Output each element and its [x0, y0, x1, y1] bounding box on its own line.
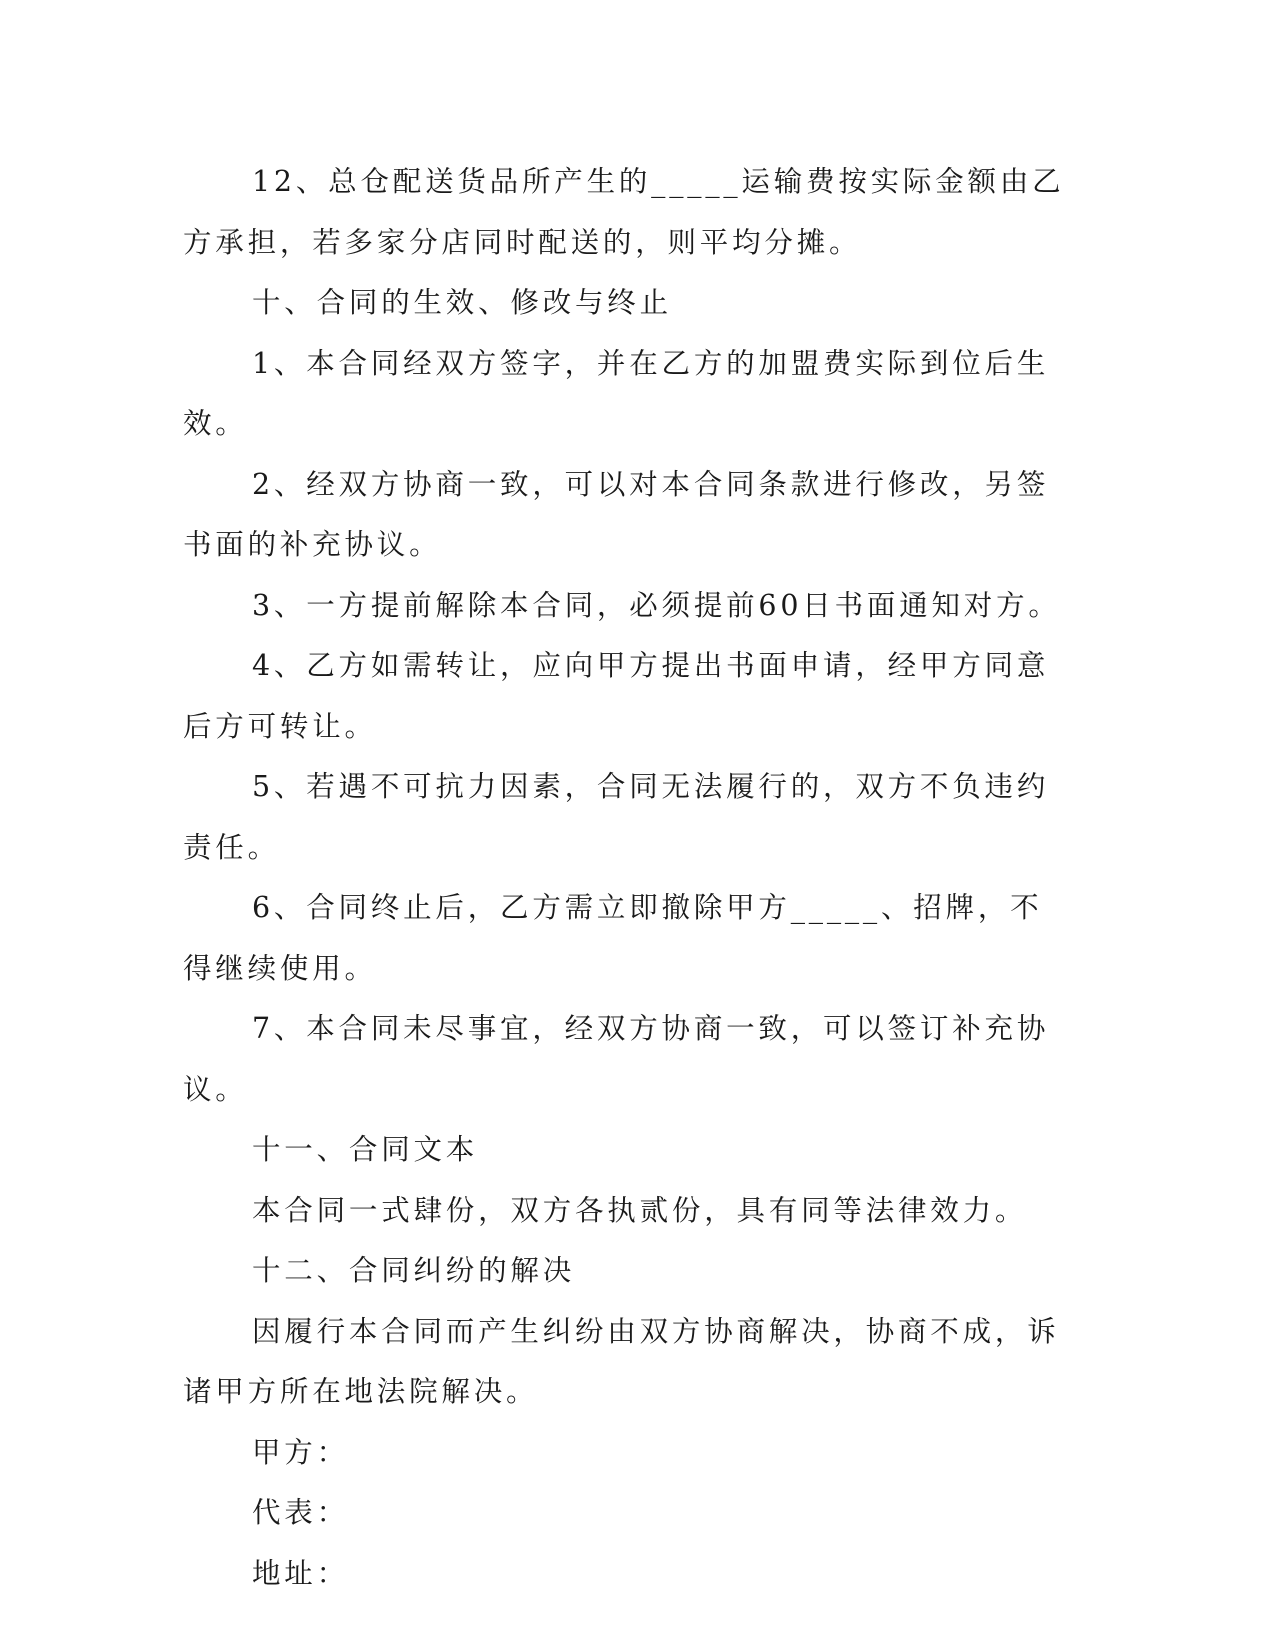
party-a-label: 甲方： [252, 1435, 349, 1469]
clause-2-amendment: 2、经双方协商一致，可以对本合同条款进行修改，另签书面的补充协议。 [183, 467, 1050, 561]
representative-label: 代表： [252, 1496, 349, 1529]
contract-body [183, 152, 1073, 1604]
clause-4-transfer: 4、乙方如需转让，应向甲方提出书面申请，经甲方同意后方可转让。 [183, 649, 1050, 743]
section-11-heading: 十一、合同文本 [252, 1133, 479, 1166]
dispute-resolution-text: 因履行本合同而产生纠纷由双方协商解决，协商不成，诉诸甲方所在地法院解决。 [183, 1314, 1060, 1408]
clause-12-shipping-cost: 12、总仓配送货品所产生的_____运输费按实际金额由乙方承担，若多家分店同时配送的，则平均分摊。 [183, 165, 1065, 259]
clause-6-post-termination: 6、合同终止后，乙方需立即撤除甲方_____、招牌，不得继续使用。 [183, 891, 1043, 985]
clause-1-effectiveness: 1、本合同经双方签字，并在乙方的加盟费实际到位后生效。 [183, 346, 1050, 440]
clause-5-force-majeure: 5、若遇不可抗力因素，合同无法履行的，双方不负违约责任。 [183, 770, 1050, 864]
section-10-heading: 十、合同的生效、修改与终止 [252, 286, 672, 319]
section-12-heading: 十二、合同纠纷的解决 [252, 1254, 576, 1287]
clause-7-supplementary: 7、本合同未尽事宜，经双方协商一致，可以签订补充协议。 [183, 1012, 1050, 1106]
contract-copies-text: 本合同一式肆份，双方各执贰份，具有同等法律效力。 [252, 1193, 1028, 1227]
clause-3-early-termination: 3、一方提前解除本合同，必须提前60日书面通知对方。 [252, 588, 1061, 622]
address-label: 地址： [252, 1556, 349, 1590]
